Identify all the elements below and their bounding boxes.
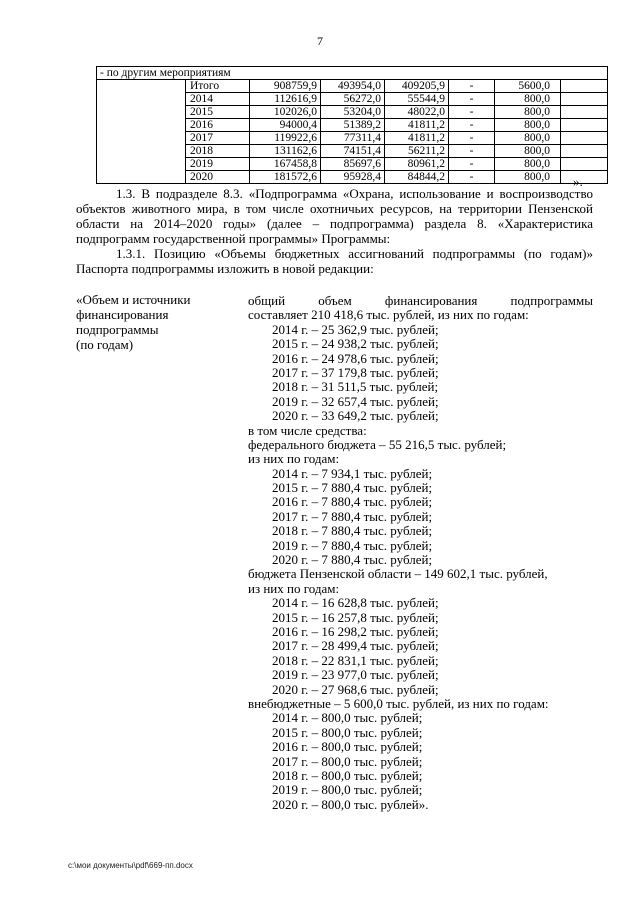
funding-year-line: 2020 г. – 33 649,2 тыс. рублей; xyxy=(272,408,439,424)
table-cell-empty xyxy=(97,93,186,106)
passport-label-line: «Объем и источники xyxy=(76,292,191,307)
financing-table xyxy=(96,66,608,184)
funding-year-line: 2017 г. – 37 179,8 тыс. рублей; xyxy=(272,364,439,380)
table-cell-value: 85697,6 xyxy=(321,158,385,171)
table-row xyxy=(97,93,608,106)
funding-year-line: 2020 г. – 800,0 тыс. рублей». xyxy=(272,796,429,812)
table-cell-value: 800,0 xyxy=(495,106,561,119)
table-cell-total: 119922,6 xyxy=(250,132,321,145)
table-cell-value: - xyxy=(449,106,495,119)
table-cell-value: 56211,2 xyxy=(385,145,449,158)
file-path-footer: c:\мои документы\pdf\669-пп.docx xyxy=(68,861,193,870)
table-cell-year: 2014 xyxy=(186,93,250,106)
funding-year-line: 2014 г. – 25 362,9 тыс. рублей; xyxy=(272,321,439,337)
funding-year-line: 2016 г. – 16 298,2 тыс. рублей; xyxy=(272,623,439,639)
table-cell-value: 95928,4 xyxy=(321,171,385,184)
funding-years-label: из них по годам: xyxy=(248,580,340,596)
table-row xyxy=(97,119,608,132)
table-cell-value: 800,0 xyxy=(495,171,561,184)
funding-year-line: 2015 г. – 800,0 тыс. рублей; xyxy=(272,724,423,740)
funding-year-line: 2020 г. – 27 968,6 тыс. рублей; xyxy=(272,681,439,697)
table-cell-value: - xyxy=(449,93,495,106)
table-cell-value: 77311,4 xyxy=(321,132,385,145)
table-cell-empty xyxy=(561,119,608,132)
table-cell-value: - xyxy=(449,119,495,132)
table-cell-value: 74151,4 xyxy=(321,145,385,158)
funding-year-line: 2019 г. – 23 977,0 тыс. рублей; xyxy=(272,667,439,683)
table-cell-year: 2018 xyxy=(186,145,250,158)
table-cell-total: 102026,0 xyxy=(250,106,321,119)
passport-label-line: (по годам) xyxy=(76,337,134,352)
table-cell-value: 800,0 xyxy=(495,93,561,106)
table-cell-year: 2017 xyxy=(186,132,250,145)
funding-text xyxy=(248,294,593,812)
table-cell-empty xyxy=(97,119,186,132)
table-cell-empty xyxy=(561,145,608,158)
table-cell-empty xyxy=(97,171,186,184)
passport-label-line: подпрограммы xyxy=(76,322,159,337)
table-row xyxy=(97,106,608,119)
table-cell-value: 53204,0 xyxy=(321,106,385,119)
funding-year-line: 2017 г. – 28 499,4 тыс. рублей; xyxy=(272,638,439,654)
table-cell-year: 2016 xyxy=(186,119,250,132)
table-cell-year: Итого xyxy=(186,80,250,93)
funding-federal: федерального бюджета – 55 216,5 тыс. рублей; xyxy=(248,436,507,452)
table-cell-total: 112616,9 xyxy=(250,93,321,106)
table-cell-value: 800,0 xyxy=(495,119,561,132)
funding-year-line: 2016 г. – 800,0 тыс. рублей; xyxy=(272,739,423,755)
funding-including: в том числе средства: xyxy=(248,422,367,438)
table-cell-empty xyxy=(561,171,608,184)
table-cell-empty xyxy=(97,106,186,119)
table-cell-total: 181572,6 xyxy=(250,171,321,184)
table-cell-value: 800,0 xyxy=(495,132,561,145)
table-cell-empty xyxy=(97,145,186,158)
table-cell-empty xyxy=(561,158,608,171)
table-row xyxy=(97,158,608,171)
funding-year-line: 2018 г. – 7 880,4 тыс. рублей; xyxy=(272,523,433,539)
funding-year-line: 2018 г. – 31 511,5 тыс. рублей; xyxy=(272,379,439,395)
funding-year-line: 2014 г. – 7 934,1 тыс. рублей; xyxy=(272,465,433,481)
funding-year-line: 2014 г. – 800,0 тыс. рублей; xyxy=(272,710,423,726)
table-cell-empty xyxy=(97,158,186,171)
paragraph-1-3: 1.3. В подразделе 8.3. «Подпрограмма «Охрана, использование и воспроизводство объектов животного мира, в том числе охотничьих ресурсов, на территории Пензенской области на 2014–2020 годы» (далее – подпрограмма) раздела 8. «Характеристика подпрограмм государственной программы» Программы: xyxy=(76,186,593,246)
paragraph-1-3-1: 1.3.1. Позицию «Объемы бюджетных ассигнований подпрограммы (по годам)» Паспорта подпрограммы изложить в новой редакции: xyxy=(76,246,593,276)
funding-year-line: 2015 г. – 7 880,4 тыс. рублей; xyxy=(272,480,433,496)
table-cell-total: 908759,9 xyxy=(250,80,321,93)
table-cell-year: 2020 xyxy=(186,171,250,184)
funding-year-line: 2017 г. – 800,0 тыс. рублей; xyxy=(272,753,423,769)
table-cell-empty xyxy=(561,132,608,145)
table-cell-value: - xyxy=(449,80,495,93)
table-cell-empty xyxy=(97,80,186,93)
table-header: - по другим мероприятиям xyxy=(97,67,608,80)
funding-year-line: 2018 г. – 800,0 тыс. рублей; xyxy=(272,767,423,783)
funding-year-line: 2019 г. – 7 880,4 тыс. рублей; xyxy=(272,537,433,553)
table-cell-value: 84844,2 xyxy=(385,171,449,184)
table-cell-value: 493954,0 xyxy=(321,80,385,93)
table-cell-value: - xyxy=(449,145,495,158)
funding-year-line: 2020 г. – 7 880,4 тыс. рублей; xyxy=(272,552,433,568)
funding-year-line: 2015 г. – 24 938,2 тыс. рублей; xyxy=(272,336,439,352)
passport-label xyxy=(76,292,236,352)
funding-year-line: 2016 г. – 24 978,6 тыс. рублей; xyxy=(272,350,439,366)
table-row xyxy=(97,80,608,93)
table-cell-empty xyxy=(561,93,608,106)
table-cell-value: 80961,2 xyxy=(385,158,449,171)
funding-year-line: 2015 г. – 16 257,8 тыс. рублей; xyxy=(272,609,439,625)
table-cell-total: 94000,4 xyxy=(250,119,321,132)
funding-extra: внебюджетные – 5 600,0 тыс. рублей, из них по годам: xyxy=(248,695,549,711)
table-cell-year: 2019 xyxy=(186,158,250,171)
table-row xyxy=(97,145,608,158)
funding-intro-line: составляет 210 418,6 тыс. рублей, из них по годам: xyxy=(248,307,529,323)
funding-year-line: 2017 г. – 7 880,4 тыс. рублей; xyxy=(272,508,433,524)
close-quote: ». xyxy=(573,174,583,189)
funding-intro-line: общий объем финансирования подпрограммы xyxy=(248,293,593,308)
table-cell-value: 41811,2 xyxy=(385,132,449,145)
table-cell-value: 41811,2 xyxy=(385,119,449,132)
table-cell-value: - xyxy=(449,132,495,145)
table-cell-value: 409205,9 xyxy=(385,80,449,93)
funding-years-label: из них по годам: xyxy=(248,451,340,467)
table-cell-value: 48022,0 xyxy=(385,106,449,119)
table-cell-value: 800,0 xyxy=(495,145,561,158)
table-cell-empty xyxy=(97,132,186,145)
passport-label-line: финансирования xyxy=(76,307,169,322)
page-number: 7 xyxy=(317,34,323,48)
funding-year-line: 2018 г. – 22 831,1 тыс. рублей; xyxy=(272,652,439,668)
table-cell-value: 56272,0 xyxy=(321,93,385,106)
table-cell-value: 5600,0 xyxy=(495,80,561,93)
table-cell-value: 51389,2 xyxy=(321,119,385,132)
funding-year-line: 2016 г. – 7 880,4 тыс. рублей; xyxy=(272,494,433,510)
table-cell-value: 800,0 xyxy=(495,158,561,171)
funding-year-line: 2019 г. – 32 657,4 тыс. рублей; xyxy=(272,393,439,409)
table-cell-empty xyxy=(561,106,608,119)
table-cell-value: 55544,9 xyxy=(385,93,449,106)
table-row xyxy=(97,171,608,184)
table-cell-year: 2015 xyxy=(186,106,250,119)
table-row xyxy=(97,132,608,145)
funding-year-line: 2014 г. – 16 628,8 тыс. рублей; xyxy=(272,595,439,611)
table-cell-total: 167458,8 xyxy=(250,158,321,171)
table-cell-empty xyxy=(561,80,608,93)
table-cell-total: 131162,6 xyxy=(250,145,321,158)
table-cell-value: - xyxy=(449,171,495,184)
funding-year-line: 2019 г. – 800,0 тыс. рублей; xyxy=(272,782,423,798)
table-cell-value: - xyxy=(449,158,495,171)
funding-regional: бюджета Пензенской области – 149 602,1 тыс. рублей, xyxy=(248,566,548,582)
